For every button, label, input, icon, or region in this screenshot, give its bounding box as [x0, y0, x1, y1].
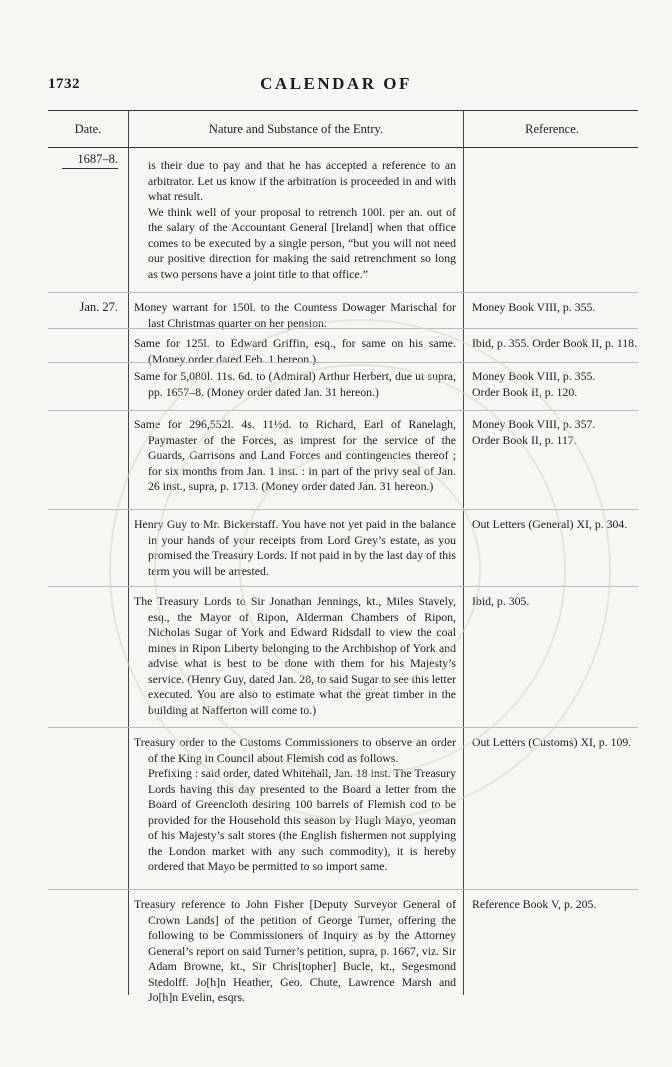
entry-separator [48, 727, 638, 728]
entry-text [134, 417, 456, 495]
entry-text [134, 897, 456, 1006]
entry-reference [472, 897, 644, 913]
entry-reference [472, 594, 644, 610]
entry-paragraph: Treasury order to the Customs Commissioners to observe an order of the King in Council about Flemish cod as follows. [134, 735, 456, 765]
entry-reference [472, 735, 644, 751]
entry-separator [48, 586, 638, 587]
entry-text [134, 300, 456, 331]
entry-paragraph: Henry Guy to Mr. Bickerstaff. You have not yet paid in the balance in your hands of your receipts from Lord Grey’s estate, as you promised the Treasury Lords. If not paid in by the last day of this term you will be arrested. [134, 517, 456, 578]
entry-paragraph: Treasury reference to John Fisher [Deputy Surveyor General of Crown Lands] of the petition of George Turner, offering the following to be Commissioners of Inquiry as by the Attorney General’s report on said Turner’s petition, supra, p. 1667, viz. Sir Adam Browne, kt., Sir Chris[topher] Bucle, kt., Segesmond Stedolff. Jo[h]n Heather, Geo. Chute, Lawrence Marsh and Jo[h]n Evelin, esqrs. [134, 897, 456, 1004]
reference-line: Order Book II, p. 117. [472, 432, 577, 447]
entry-reference [472, 369, 644, 400]
entry-text [134, 369, 456, 400]
page-number: 1732 [48, 76, 80, 92]
entry-reference [472, 300, 644, 316]
entry-paragraph: Same for 5,080l. 11s. 6d. to (Admiral) Arthur Herbert, due ut supra, pp. 1657–8. (Money order dated Jan. 31 hereon.) [134, 369, 456, 399]
year-underline [62, 168, 118, 169]
entry-paragraph: Same for 296,552l. 4s. 11½d. to Richard, Earl of Ranelagh, Paymaster of the Forces, as imprest for the service of the Guards, Garrisons and Land Forces and contingencies thereof ; for six months from Jan. 1 inst. : in part of the privy seal of Jan. 26 inst., supra, p. 1713. (Money order dated Jan. 31 hereon.) [134, 417, 456, 493]
column-header-reference: Reference. [525, 122, 579, 136]
entry-text [134, 158, 456, 282]
entry-paragraph: Money warrant for 150l. to the Countess Dowager Marischal for last Christmas quarter on her pension. [134, 300, 456, 330]
entry-separator [48, 509, 638, 510]
entry-paragraph: is their due to pay and that he has accepted a reference to an arbitrator. Let us know if the arbitration is proceeded in and with what result. [148, 158, 456, 203]
entry-paragraph: Same for 125l. to Edward Griffin, esq., for same on his same. (Money order dated Feb. 1 hereon.) [134, 336, 456, 366]
table-top-rule [48, 110, 638, 111]
entry-reference [472, 417, 644, 448]
reference-line: Out Letters (General) XI, p. 304. [472, 517, 628, 531]
entry-text [134, 594, 456, 718]
entry-reference [472, 517, 644, 533]
entry-paragraph: The Treasury Lords to Sir Jonathan Jennings, kt., Miles Stavely, esq., the Mayor of Ripon, Alderman Chambers of Ripon, Nicholas Sugar of York and Edward Ridsdall to view the coal mines in Ripon Liberty belonging to the Archbishop of York and advise what is best to be done with them for his Majesty’s service. (Henry Guy, dated Jan. 28, to said Sugar to see this letter executed. You are also to estimate what the great timber in the building at Nafferton will come to.) [134, 594, 456, 717]
table-header-rule [48, 147, 638, 148]
entry-separator [48, 362, 638, 363]
column-header-date: Date. [74, 122, 102, 136]
column-divider-reference [463, 110, 464, 995]
column-divider-date [128, 110, 129, 995]
entry-text [134, 735, 456, 875]
entry-date: Jan. 27. [79, 300, 118, 314]
year-label: 1687–8. [77, 152, 118, 166]
reference-line: Ibid, p. 305. [472, 594, 530, 608]
entry-paragraph: Prefixing : said order, dated Whitehall, Jan. 18 inst. The Treasury Lords having this day presented to the Board a letter from the Board of Greencloth desiring 100 barrels of Flemish cod to be provided for the Household this season by Hugh Mayo, yeoman of his Majesty’s salt stores (the English fishermen not supplying the London market with any such commodity), it is hereby ordered that Mayo be permitted to so import same. [148, 766, 456, 873]
entry-paragraph: We think well of your proposal to retrench 100l. per an. out of the salary of the Accountant General [Ireland] when that office comes to be executed by a single person, “but you will not need our positive direction for making the said retrenchment so long as two persons have a joint title to that office.” [148, 204, 456, 281]
entry-separator [48, 328, 638, 329]
entry-separator [48, 889, 638, 890]
reference-line: Out Letters (Customs) XI, p. 109. [472, 735, 632, 749]
reference-line: Order Book II, p. 120. [472, 384, 578, 399]
entry-separator [48, 410, 638, 411]
reference-line: Reference Book V, p. 205. [472, 897, 597, 911]
reference-line: Money Book VIII, p. 355. [472, 369, 596, 383]
entry-reference [472, 336, 644, 352]
reference-line: Money Book VIII, p. 357. [472, 417, 596, 431]
running-title: CALENDAR OF [260, 74, 412, 93]
column-header-nature: Nature and Substance of the Entry. [208, 122, 384, 136]
entry-separator [48, 292, 638, 293]
entry-text [134, 517, 456, 579]
reference-line: Ibid, p. 355. Order Book II, p. 118. [472, 336, 638, 350]
reference-line: Money Book VIII, p. 355. [472, 300, 596, 314]
